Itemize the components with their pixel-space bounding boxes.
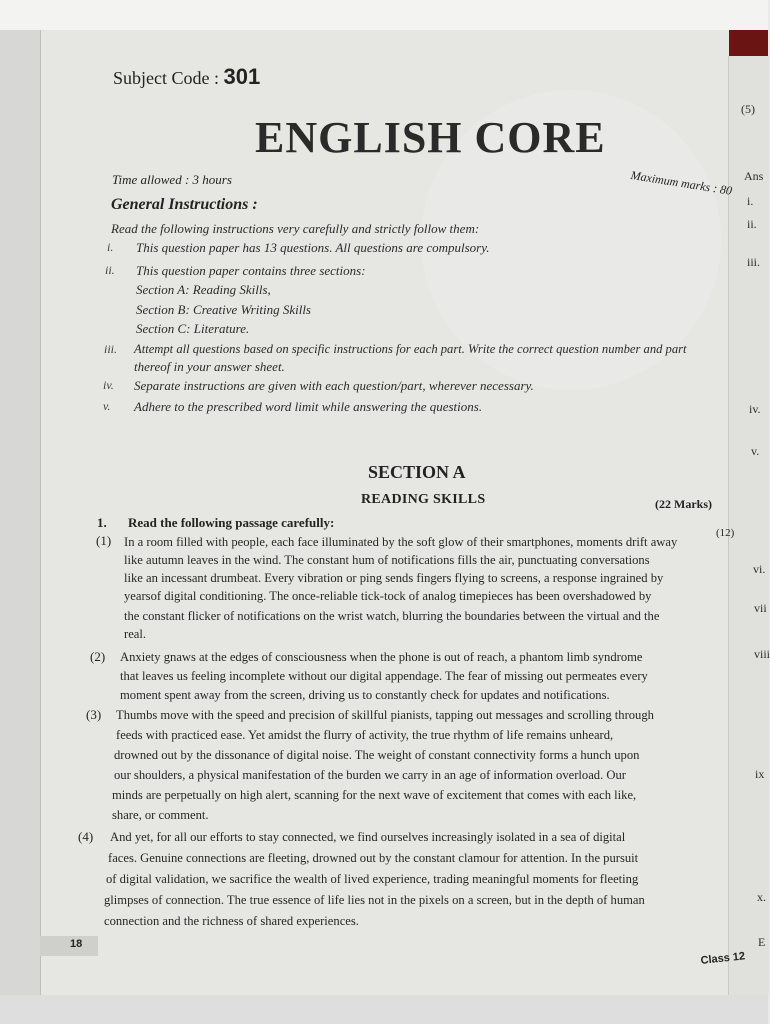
right-label: iii.: [747, 255, 761, 269]
right-label: E: [758, 935, 766, 949]
right-label: vi.: [753, 562, 766, 576]
time-allowed: Time allowed : 3 hours: [112, 172, 232, 187]
passage-line: glimpses of connection. The true essence of life lies not in the pixels on a screen, but in the depth of human: [104, 893, 645, 907]
passage-line: that leaves us feeling incomplete without our digital appendage. The fear of missing out permeates every: [120, 669, 648, 683]
instruction-text: Section C: Literature.: [136, 321, 250, 336]
page-number-tab: [40, 936, 98, 956]
right-label: ii.: [747, 217, 757, 231]
paragraph-number: (3): [86, 707, 102, 722]
paragraph-number: (2): [90, 649, 106, 664]
instruction-number: iv.: [103, 378, 114, 392]
passage-line: faces. Genuine connections are fleeting, drowned out by the constant clamour for attention. In the pursuit: [108, 851, 639, 865]
page-title: ENGLISH CORE: [255, 113, 606, 162]
passage-line: the constant flicker of notifications on the wrist watch, blurring the boundaries between the virtual and the: [124, 609, 660, 623]
passage-line: like autumn leaves in the wind. The constant hum of notifications fills the air, punctuating conversations: [124, 553, 650, 567]
passage-line: In a room filled with people, each face illuminated by the soft glow of their smartphones, moments drift away: [124, 535, 678, 549]
right-page: [728, 56, 769, 995]
passage-line: And yet, for all our efforts to stay connected, we find ourselves increasingly isolated in a sea of digital: [110, 830, 626, 844]
subject-code: [113, 64, 260, 90]
passage-line: Thumbs move with the speed and precision of skillful pianists, tapping out messages and scrolling through: [116, 708, 654, 722]
instruction-text: Section B: Creative Writing Skills: [136, 302, 311, 317]
section-title: SECTION A: [368, 462, 466, 482]
passage-line: feeds with practiced ease. Yet amidst the flurry of activity, the true rhythm of life remains unheard,: [116, 728, 614, 742]
passage-line: of digital validation, we sacrifice the wealth of lived experience, trading meaningful moments for fleeting: [106, 872, 639, 886]
passage-line: drowned out by the dissonance of digital noise. The weight of constant connectivity forms a hunch upon: [114, 748, 640, 762]
maximum-marks: Maximum marks : 80: [629, 168, 734, 198]
subject-code-value: 301: [223, 64, 261, 89]
passage-line: yearsof digital conditioning. The once-reliable tick-tock of analog timepieces has been overshadowed by: [124, 589, 652, 603]
instruction-text: Attempt all questions based on specific instructions for each part. Write the correct question number and part: [134, 342, 687, 356]
question-marks: (12): [716, 527, 735, 539]
paragraph-number: (4): [78, 829, 94, 844]
class-label: Class 12: [700, 950, 746, 967]
paragraph-number: (1): [96, 533, 112, 548]
instructions-heading: General Instructions :: [111, 196, 258, 213]
passage-line: real.: [124, 627, 147, 641]
page-number: 18: [70, 938, 83, 950]
instructions-intro: Read the following instructions very carefully and strictly follow them:: [111, 221, 480, 236]
right-label: iv.: [749, 402, 761, 416]
instruction-text: Separate instructions are given with each question/part, wherever necessary.: [134, 378, 534, 393]
right-label: v.: [751, 444, 760, 458]
right-label: i.: [747, 194, 754, 208]
passage-line: our shoulders, a physical manifestation of the burden we carry in an age of information overload. Our: [114, 768, 626, 782]
passage-line: share, or comment.: [112, 808, 209, 822]
right-label: x.: [757, 890, 766, 904]
section-subtitle: READING SKILLS: [361, 492, 486, 507]
instruction-text: This question paper has 13 questions. All questions are compulsory.: [136, 240, 490, 255]
book-gutter: [0, 30, 40, 1000]
instruction-number: v.: [103, 399, 111, 413]
instruction-number: iii.: [104, 342, 118, 356]
instruction-number: i.: [107, 240, 114, 254]
instruction-text: thereof in your answer sheet.: [134, 359, 285, 374]
right-label: Ans: [744, 169, 764, 183]
subject-code-label: Subject Code :: [113, 68, 219, 88]
right-label: vii: [754, 601, 767, 615]
passage-line: connection and the richness of shared experiences.: [104, 914, 359, 928]
passage-line: Anxiety gnaws at the edges of consciousness when the phone is out of reach, a phantom limb syndrome: [120, 650, 643, 664]
passage-line: minds are perpetually on high alert, scanning for the next wave of excitement that comes with each like,: [112, 788, 637, 802]
passage-line: like an incessant drumbeat. Every vibration or ping sends fingers flying to screens, a response ingrained by: [124, 571, 664, 585]
instruction-text: Section A: Reading Skills,: [136, 282, 271, 297]
instruction-text: Adhere to the prescribed word limit while answering the questions.: [134, 399, 483, 414]
right-label: ix: [755, 767, 765, 781]
section-marks: (22 Marks): [655, 497, 712, 511]
question-number: 1.: [97, 515, 107, 530]
instruction-number: ii.: [105, 263, 115, 277]
right-page-number: (5): [741, 102, 755, 116]
passage-line: moment spent away from the screen, driving us to constantly check for updates and notifications.: [120, 688, 610, 702]
question-text: Read the following passage carefully:: [128, 515, 335, 530]
right-label: viii: [754, 647, 770, 661]
instruction-text: This question paper contains three sections:: [136, 263, 366, 278]
